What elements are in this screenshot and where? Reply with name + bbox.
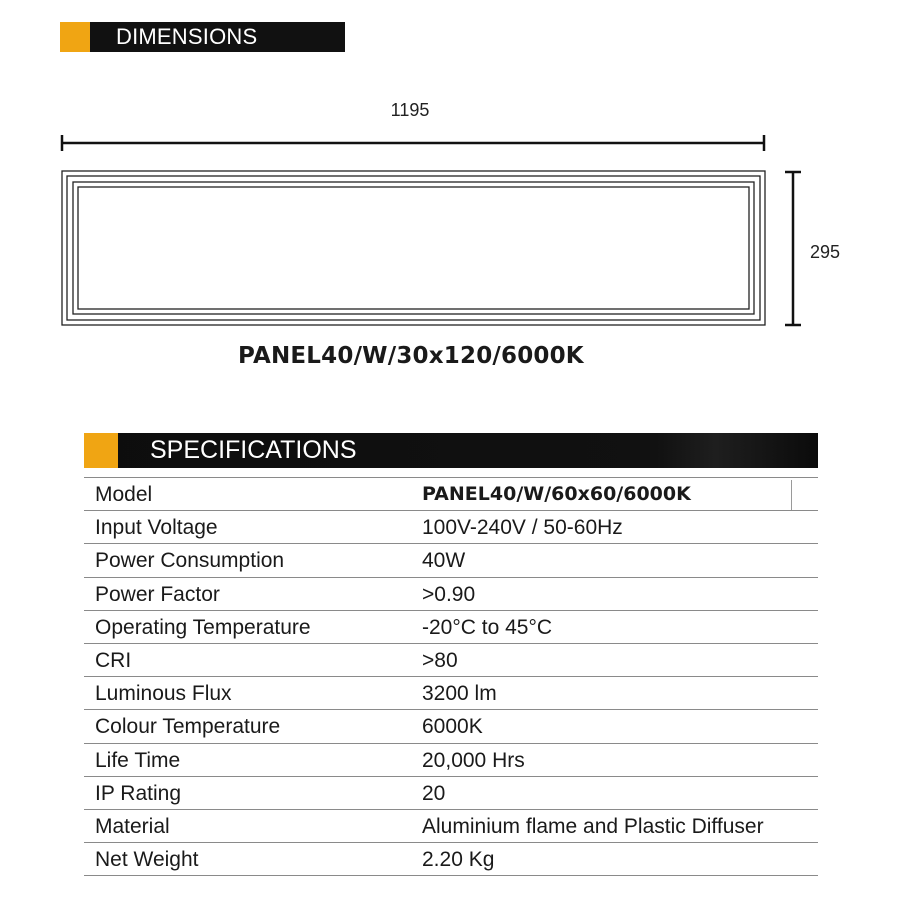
specifications-title: SPECIFICATIONS [150, 436, 357, 464]
spec-row-model [84, 477, 818, 511]
spec-label: CRI [95, 648, 132, 672]
spec-value: 2.20 Kg [422, 848, 495, 872]
spec-label: IP Rating [95, 781, 181, 805]
dimensions-title: DIMENSIONS [116, 24, 258, 49]
spec-label: Colour Temperature [95, 715, 281, 739]
height-dimension-line [785, 172, 801, 325]
spec-row-input-voltage [84, 511, 818, 544]
width-dimension-label: 1195 [390, 100, 430, 120]
spec-value: Aluminium flame and Plastic Diffuser [422, 814, 764, 838]
spec-label: Luminous Flux [95, 682, 232, 706]
spec-row-cri [84, 644, 818, 677]
spec-label: Net Weight [95, 848, 199, 872]
drawing-model-title: PANEL40/W/30x120/6000K [238, 343, 584, 369]
spec-value: >0.90 [422, 582, 476, 606]
spec-label: Material [95, 814, 170, 838]
panel-outline [62, 171, 765, 325]
spec-row-operating-temperature [84, 611, 818, 644]
spec-row-net-weight [84, 843, 818, 876]
spec-label: Model [95, 483, 153, 506]
spec-row-ip-rating [84, 777, 818, 810]
header-accent-block [84, 433, 118, 468]
height-dimension-label: 295 [810, 242, 841, 262]
spec-value: 20,000 Hrs [422, 748, 525, 772]
spec-label: Power Factor [95, 582, 220, 606]
spec-value: 6000K [422, 715, 483, 739]
specifications-table [84, 477, 818, 876]
spec-row-material [84, 810, 818, 843]
spec-row-luminous-flux [84, 677, 818, 710]
spec-row-power-consumption [84, 544, 818, 577]
spec-label: Operating Temperature [95, 615, 311, 639]
spec-row-colour-temperature [84, 710, 818, 743]
spec-label: Input Voltage [95, 516, 218, 540]
spec-value: 20 [422, 781, 446, 805]
specifications-header [84, 433, 818, 468]
spec-row-power-factor [84, 578, 818, 611]
cell-divider [791, 480, 792, 510]
spec-value: 40W [422, 549, 466, 573]
spec-value: 3200 lm [422, 682, 497, 706]
spec-row-life-time [84, 744, 818, 777]
spec-value: >80 [422, 648, 458, 672]
spec-value: -20°C to 45°C [422, 615, 553, 639]
spec-label: Life Time [95, 748, 181, 772]
spec-value: PANEL40/W/60x60/6000K [422, 483, 691, 505]
spec-value: 100V-240V / 50-60Hz [422, 516, 623, 540]
width-dimension-line [62, 135, 764, 151]
spec-label: Power Consumption [95, 549, 285, 573]
